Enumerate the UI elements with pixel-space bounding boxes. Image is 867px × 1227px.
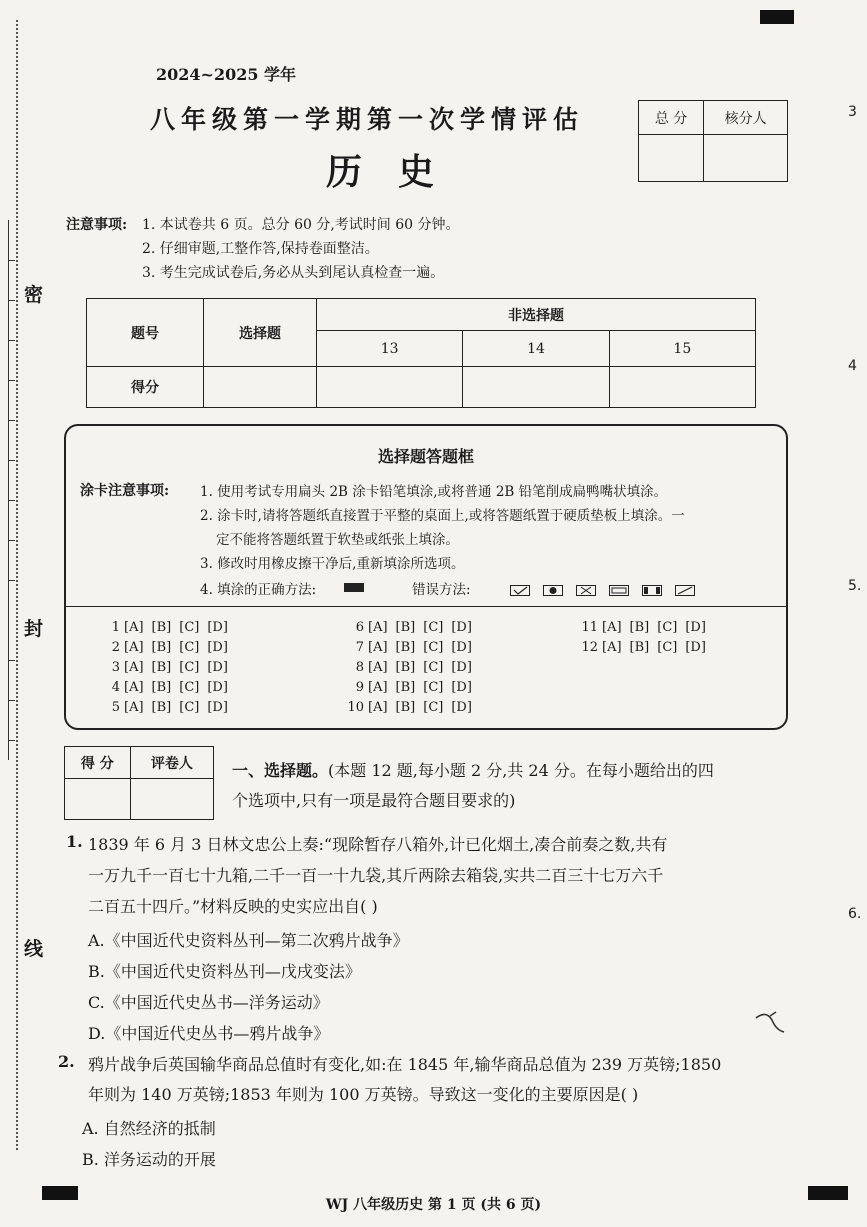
- fill-rule: 3. 修改时用橡皮擦干净后,重新填涂所选项。: [200, 556, 465, 572]
- binding-tick: [8, 660, 15, 661]
- score-cell-choice[interactable]: [204, 367, 317, 408]
- edge-mark: 6.: [848, 906, 862, 922]
- binding-tick: [8, 500, 15, 501]
- score-table-row-label: 得分: [87, 367, 204, 408]
- question-2-number: 2.: [58, 1052, 75, 1071]
- question-1-line: 1839 年 6 月 3 日林文忠公上奏:“现除暂存八箱外,计已化烟土,凑合前奏之数,共有: [88, 835, 668, 854]
- answer-row[interactable]: 10 [A] [B] [C] [D]: [347, 700, 472, 715]
- fill-rule: 定不能将答题纸置于软垫或纸张上填涂。: [216, 532, 459, 548]
- answer-row[interactable]: 5 [A] [B] [C] [D]: [111, 700, 228, 715]
- binding-tick: [8, 340, 15, 341]
- section-desc: (本题 12 题,每小题 2 分,共 24 分。在每小题给出的四: [328, 761, 714, 780]
- question-1-number: 1.: [66, 832, 83, 851]
- registration-mark: [760, 10, 794, 24]
- question-2-line: 年则为 140 万英镑;1853 年则为 100 万英镑。导致这一变化的主要原因是( ): [88, 1085, 639, 1104]
- binding-tick: [8, 540, 15, 541]
- edge-mark: 5.: [848, 578, 862, 594]
- score-table-item-15: 15: [609, 331, 755, 367]
- score-table-item-13: 13: [317, 331, 463, 367]
- answer-box-title: 选择题答题框: [377, 447, 474, 466]
- page-footer: WJ 八年级历史 第 1 页 (共 6 页): [325, 1197, 542, 1213]
- binding-tick: [8, 300, 15, 301]
- section-score-cell[interactable]: [65, 779, 131, 820]
- score-table: [86, 298, 756, 408]
- question-1-line: 一万九千一百七十九箱,二千一百一十九袋,其斤两除去箱袋,实共二百三十七万六千: [88, 866, 664, 885]
- school-year: 2024~2025 学年: [156, 65, 297, 84]
- question-1-option-c[interactable]: C.《中国近代史丛书—洋务运动》: [88, 993, 329, 1012]
- answer-row[interactable]: 9 [A] [B] [C] [D]: [355, 680, 472, 695]
- wrong-dot-mark-icon: [543, 585, 563, 596]
- edge-mark: 4: [848, 358, 857, 374]
- wrong-fill-examples: [506, 580, 699, 599]
- wrong-check-mark-icon: [510, 585, 530, 596]
- section-reviewer-label: 评卷人: [130, 747, 213, 779]
- question-2-option-b[interactable]: B. 洋务运动的开展: [82, 1150, 216, 1169]
- total-score-label: 总 分: [639, 101, 704, 135]
- section-title: 一、选择题。: [232, 761, 329, 780]
- checker-label: 核分人: [704, 101, 788, 135]
- score-table-header-question: 题号: [87, 299, 204, 367]
- fill-rule: 1. 使用考试专用扁头 2B 涂卡铅笔填涂,或将普通 2B 铅笔削成扁鸭嘴状填涂。: [200, 484, 668, 500]
- binding-mark-xian: 线: [24, 938, 44, 960]
- answer-row[interactable]: 8 [A] [B] [C] [D]: [355, 660, 472, 675]
- binding-tick: [8, 580, 15, 581]
- question-1-line: 二百五十四斤。”材料反映的史实应出自( ): [88, 897, 378, 916]
- total-score-cell[interactable]: [639, 135, 704, 182]
- fill-rules-label: 涂卡注意事项:: [80, 483, 170, 499]
- wrong-edge-mark-icon: [642, 585, 662, 596]
- wrong-partial-mark-icon: [609, 585, 629, 596]
- question-1-option-a[interactable]: A.《中国近代史资料丛刊—第二次鸦片战争》: [88, 931, 409, 950]
- answer-row[interactable]: 11 [A] [B] [C] [D]: [581, 620, 706, 635]
- section-score-label: 得 分: [65, 747, 131, 779]
- wrong-cross-mark-icon: [576, 585, 596, 596]
- binding-tick: [8, 420, 15, 421]
- wrong-method-label: 错误方法:: [412, 582, 471, 598]
- answer-row[interactable]: 6 [A] [B] [C] [D]: [355, 620, 472, 635]
- binding-dotted-line: [16, 20, 18, 1150]
- note-item: 1. 本试卷共 6 页。总分 60 分,考试时间 60 分钟。: [142, 217, 460, 233]
- binding-tick: [8, 740, 15, 741]
- checker-cell[interactable]: [704, 135, 788, 182]
- binding-mark-mi: 密: [24, 284, 44, 306]
- score-cell-14[interactable]: [463, 367, 609, 408]
- note-item: 2. 仔细审题,工整作答,保持卷面整洁。: [142, 241, 379, 257]
- answer-box-divider: [66, 606, 786, 607]
- answer-row[interactable]: 7 [A] [B] [C] [D]: [355, 640, 472, 655]
- score-table-header-nonchoice: 非选择题: [317, 299, 756, 331]
- answer-row[interactable]: 12 [A] [B] [C] [D]: [581, 640, 706, 655]
- exam-title: 八年级第一学期第一次学情评估: [150, 105, 585, 134]
- question-2-option-a[interactable]: A. 自然经济的抵制: [82, 1119, 216, 1138]
- edge-mark: 3: [848, 104, 857, 120]
- answer-row[interactable]: 3 [A] [B] [C] [D]: [111, 660, 228, 675]
- correct-fill-mark: [344, 583, 364, 592]
- question-1-option-b[interactable]: B.《中国近代史资料丛刊—戊戌变法》: [88, 962, 361, 981]
- score-table-header-choice: 选择题: [204, 299, 317, 367]
- section-grader-box: [64, 746, 214, 820]
- section-reviewer-cell[interactable]: [130, 779, 213, 820]
- score-table-item-14: 14: [463, 331, 609, 367]
- note-item: 3. 考生完成试卷后,务必从头到尾认真检查一遍。: [142, 265, 445, 281]
- answer-row[interactable]: 2 [A] [B] [C] [D]: [111, 640, 228, 655]
- score-cell-15[interactable]: [609, 367, 755, 408]
- subject-title: 历史: [326, 151, 471, 193]
- section-desc-line2: 个选项中,只有一项是最符合题目要求的): [232, 791, 516, 810]
- binding-solid-line: [8, 220, 9, 760]
- wrong-slash-mark-icon: [675, 585, 695, 596]
- section-heading: [232, 758, 714, 781]
- question-2-line: 鸦片战争后英国输华商品总值时有变化,如:在 1845 年,输华商品总值为 239 万英镑;1850: [88, 1055, 722, 1074]
- answer-row[interactable]: 1 [A] [B] [C] [D]: [111, 620, 228, 635]
- binding-tick: [8, 700, 15, 701]
- fill-rule: 4. 填涂的正确方法:: [200, 582, 317, 598]
- score-cell-13[interactable]: [317, 367, 463, 408]
- total-score-box: [638, 100, 788, 182]
- binding-tick: [8, 380, 15, 381]
- fill-rule: 2. 涂卡时,请将答题纸直接置于平整的桌面上,或将答题纸置于硬质垫板上填涂。一: [200, 508, 685, 524]
- binding-tick: [8, 260, 15, 261]
- handwritten-mark-icon: [752, 1008, 788, 1036]
- answer-row[interactable]: 4 [A] [B] [C] [D]: [111, 680, 228, 695]
- answer-sheet-box: [64, 424, 788, 730]
- notes-label: 注意事项:: [66, 217, 128, 233]
- binding-mark-feng: 封: [24, 618, 44, 640]
- question-1-option-d[interactable]: D.《中国近代史丛书—鸦片战争》: [88, 1024, 330, 1043]
- binding-tick: [8, 460, 15, 461]
